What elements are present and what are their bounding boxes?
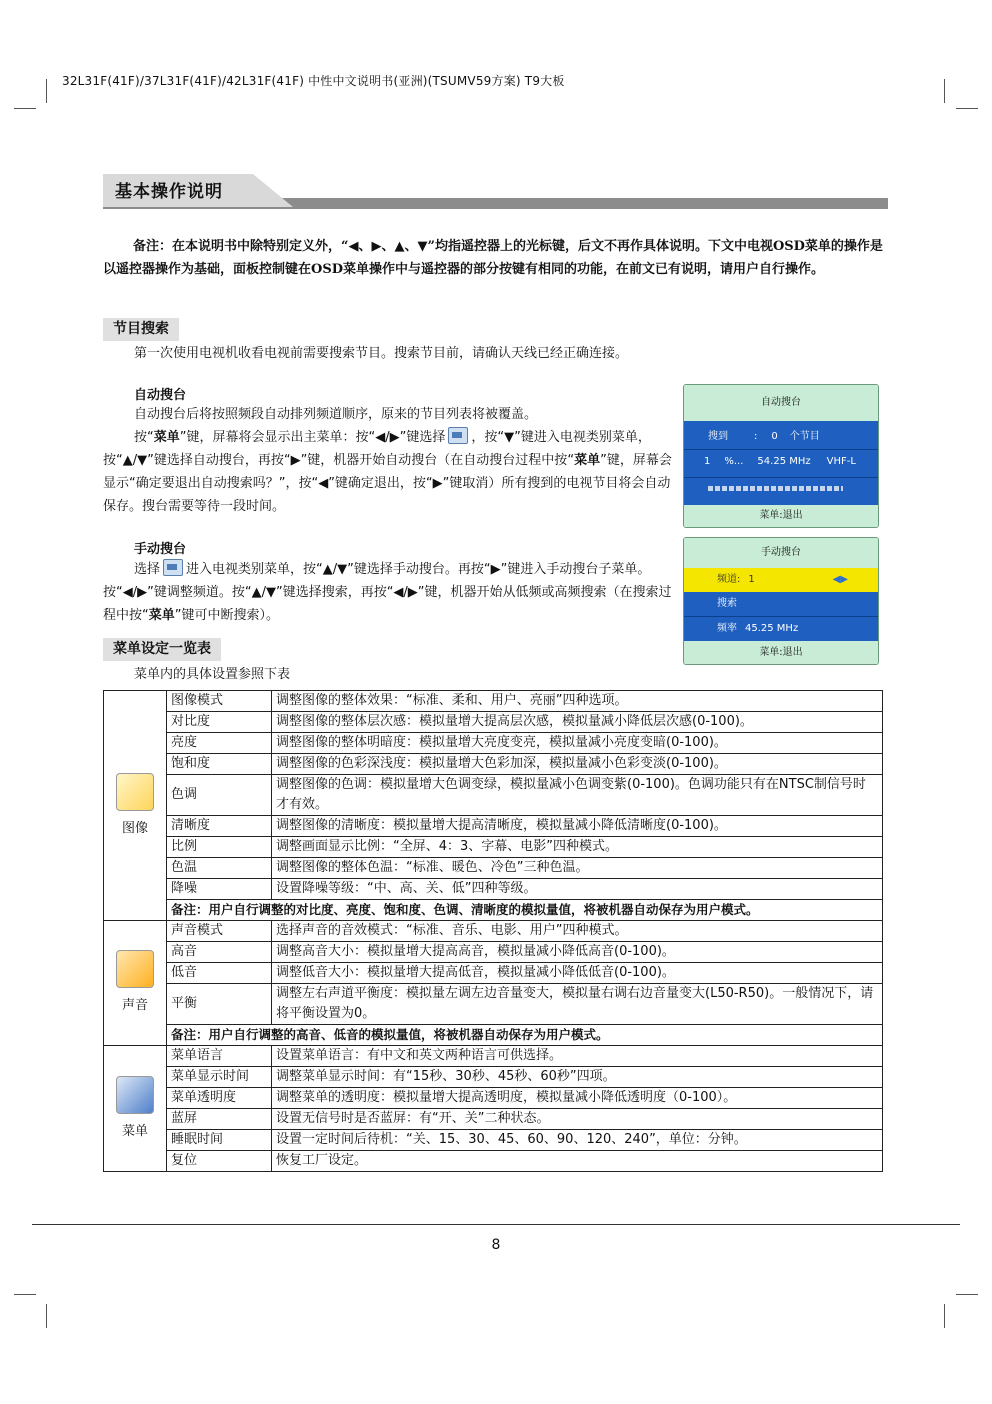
setting-description: 调整高音大小：模拟量增大提高高音，模拟量减小降低高音(0-100)。 [272, 942, 883, 963]
page-number: 8 [491, 1237, 501, 1253]
table-row [104, 1130, 883, 1151]
crop-mark [14, 1294, 36, 1295]
crop-mark [14, 108, 36, 109]
category-label: 声音 [121, 998, 148, 1013]
table-row [104, 879, 883, 900]
footer-rule [32, 1224, 960, 1225]
setting-description: 调整图像的整体层次感：模拟量增大提高层次感，模拟量减小降低层次感(0-100)。 [272, 712, 883, 733]
setting-name: 菜单透明度 [167, 1088, 272, 1109]
osd-body [684, 421, 878, 505]
setting-name: 菜单语言 [167, 1046, 272, 1067]
osd-manual-search [683, 537, 879, 665]
intro-note: 备注：在本说明书中除特别定义外，“◀、▶、▲、▼”均指遥控器上的光标键，后文不再作具体说明。下文中电视OSD菜单的操作是以遥控器操作为基础，面板控制键在OSD菜单操作中与遥控器的部分按键有相同的功能，在前文已有说明，请用户自行操作。 [103, 239, 883, 277]
menu-settings-table [103, 690, 883, 1172]
setting-name: 睡眠时间 [167, 1130, 272, 1151]
category-cell-sound [104, 921, 167, 1046]
setting-name: 低音 [167, 963, 272, 984]
setting-description: 调整图像的整体明暗度：模拟量增大亮度变亮，模拟量减小亮度变暗(0-100)。 [272, 733, 883, 754]
setting-description: 调整左右声道平衡度：模拟量左调左边音量变大，模拟量右调右边音量变大(L50-R50)。一般情况下，请将平衡设置为0。 [272, 984, 883, 1025]
setting-description: 调整图像的整体色温：“标准、暖色、冷色”三种色温。 [272, 858, 883, 879]
setting-name: 降噪 [167, 879, 272, 900]
heading-manual-search: 手动搜台 [134, 542, 187, 557]
table-note: 备注：用户自行调整的高音、低音的模拟量值，将被机器自动保存为用户模式。 [167, 1025, 883, 1046]
setting-name: 蓝屏 [167, 1109, 272, 1130]
search-intro: 第一次使用电视机收看电视前需要搜索节目。搜索节目前，请确认天线已经正确连接。 [134, 346, 629, 361]
crop-mark [46, 79, 47, 103]
osd-title: 手动搜台 [684, 538, 878, 568]
picture-icon [116, 773, 154, 811]
tv-menu-icon [163, 559, 183, 576]
category-label: 菜单 [121, 1123, 148, 1139]
table-row [104, 1046, 883, 1067]
category-label: 图像 [121, 820, 148, 836]
music-note-icon [116, 950, 154, 988]
section-title-bar [103, 174, 888, 210]
osd-progress-bar [708, 486, 843, 491]
table-row [104, 837, 883, 858]
setting-description: 设置无信号时是否蓝屏：有“开、关”二种状态。 [272, 1109, 883, 1130]
setting-name: 色温 [167, 858, 272, 879]
osd-channel-row: 频道: 1 ◀▶ [684, 568, 878, 592]
setting-name: 平衡 [167, 984, 272, 1025]
setting-name: 清晰度 [167, 816, 272, 837]
heading-auto-search: 自动搜台 [134, 388, 187, 403]
osd-progress-row: 1 %... 54.25 MHz VHF-L [704, 456, 856, 467]
setting-description: 设置一定时间后待机：“关、15、30、45、60、90、120、240”，单位：分钟。 [272, 1130, 883, 1151]
table-row [104, 691, 883, 712]
setting-name: 饱和度 [167, 754, 272, 775]
crop-mark [956, 1294, 978, 1295]
setting-description: 调整图像的色彩深浅度：模拟量增大色彩加深，模拟量减小色彩变淡(0-100)。 [272, 754, 883, 775]
setting-name: 对比度 [167, 712, 272, 733]
setting-description: 恢复工厂设定。 [272, 1151, 883, 1172]
table-note: 备注：用户自行调整的对比度、亮度、饱和度、色调、清晰度的模拟量值，将被机器自动保存为用户模式。 [167, 900, 883, 921]
tv-menu-icon [448, 427, 468, 444]
auto-search-p2: 按“菜单”键，屏幕将会显示出主菜单：按“◀/▶”键选择 ，按“▼”键进入电视类别菜单，按“▲/▼”键选择自动搜台，再按“▶”键，机器开始自动搜台（在自动搜台过程中按“菜单”键，屏幕会显示“确定要退出自动搜索吗？”，按“◀”键确定退出，按“▶”键取消）所有搜到的电视节目将会自动保存。搜台需要等待一段时间。 [103, 426, 676, 518]
table-note-row [104, 1025, 883, 1046]
setting-description: 选择声音的音效模式：“标准、音乐、电影、用户”四种模式。 [272, 921, 883, 942]
setting-description: 调整菜单的透明度：模拟量增大提高透明度，模拟量减小降低透明度（0-100）。 [272, 1088, 883, 1109]
table-row [104, 858, 883, 879]
crop-mark [956, 108, 978, 109]
table-row [104, 816, 883, 837]
table-row [104, 1088, 883, 1109]
table-note-row [104, 900, 883, 921]
setting-description: 设置降噪等级：“中、高、关、低”四种等级。 [272, 879, 883, 900]
setting-description: 调整菜单显示时间：有“15秒、30秒、45秒、60秒”四项。 [272, 1067, 883, 1088]
crop-mark [944, 1304, 945, 1328]
setting-description: 调整低音大小：模拟量增大提高低音，模拟量减小降低低音(0-100)。 [272, 963, 883, 984]
setting-name: 亮度 [167, 733, 272, 754]
setting-name: 复位 [167, 1151, 272, 1172]
table-row [104, 921, 883, 942]
heading-menu-table: 菜单设定一览表 [103, 638, 221, 661]
osd-exit-hint: 菜单:退出 [684, 641, 878, 664]
setting-name: 声音模式 [167, 921, 272, 942]
table-row [104, 963, 883, 984]
osd-freq-row: 频率 45.25 MHz [684, 616, 878, 641]
menu-table-intro: 菜单内的具体设置参照下表 [134, 667, 291, 682]
osd-search-row: 搜索 [684, 592, 878, 616]
setting-description: 调整图像的色调：模拟量增大色调变绿，模拟量减小色调变紫(0-100)。色调功能只有在NTSC制信号时才有效。 [272, 775, 883, 816]
setting-description: 调整画面显示比例：“全屏、4：3、字幕、电影”四种模式。 [272, 837, 883, 858]
gear-icon [116, 1076, 154, 1114]
setting-name: 高音 [167, 942, 272, 963]
table-row [104, 754, 883, 775]
table-row [104, 1151, 883, 1172]
page-title: 基本操作说明 [115, 182, 223, 202]
auto-search-p1: 自动搜台后将按照频段自动排列频道顺序，原来的节目列表将被覆盖。 [134, 407, 538, 422]
osd-auto-search [683, 384, 879, 528]
osd-found-row: 搜到 : 0 个节目 [708, 431, 820, 442]
table-row [104, 775, 883, 816]
setting-name: 比例 [167, 837, 272, 858]
setting-description: 调整图像的清晰度：模拟量增大提高清晰度，模拟量减小降低清晰度(0-100)。 [272, 816, 883, 837]
document-header: 32L31F(41F)/37L31F(41F)/42L31F(41F) 中性中文说明书(亚洲)(TSUMV59方案) T9大板 [62, 74, 565, 88]
setting-name: 图像模式 [167, 691, 272, 712]
setting-description: 设置菜单语言：有中文和英文两种语言可供选择。 [272, 1046, 883, 1067]
setting-name: 色调 [167, 775, 272, 816]
osd-title: 自动搜台 [684, 385, 878, 421]
osd-exit-hint: 菜单:退出 [684, 505, 878, 527]
manual-search-text: 选择 进入电视类别菜单，按“▲/▼”键选择手动搜台。再按“▶”键进入手动搜台子菜单。按“◀/▶”键调整频道。按“▲/▼”键选择搜索，再按“◀/▶”键，机器开始从低频或高频搜索（在搜索过程中按“菜单”键可中断搜索）。 [103, 558, 676, 627]
setting-description: 调整图像的整体效果：“标准、柔和、用户、亮丽”四种选项。 [272, 691, 883, 712]
left-right-arrows-icon: ◀▶ [832, 574, 848, 585]
table-row [104, 1109, 883, 1130]
heading-program-search: 节目搜索 [103, 318, 179, 341]
category-cell-picture [104, 691, 167, 921]
crop-mark [944, 79, 945, 103]
setting-name: 菜单显示时间 [167, 1067, 272, 1088]
crop-mark [46, 1304, 47, 1328]
table-row [104, 984, 883, 1025]
category-cell-menu [104, 1046, 167, 1172]
table-row [104, 712, 883, 733]
table-row [104, 942, 883, 963]
table-row [104, 1067, 883, 1088]
table-row [104, 733, 883, 754]
auto-search-text [103, 403, 676, 518]
